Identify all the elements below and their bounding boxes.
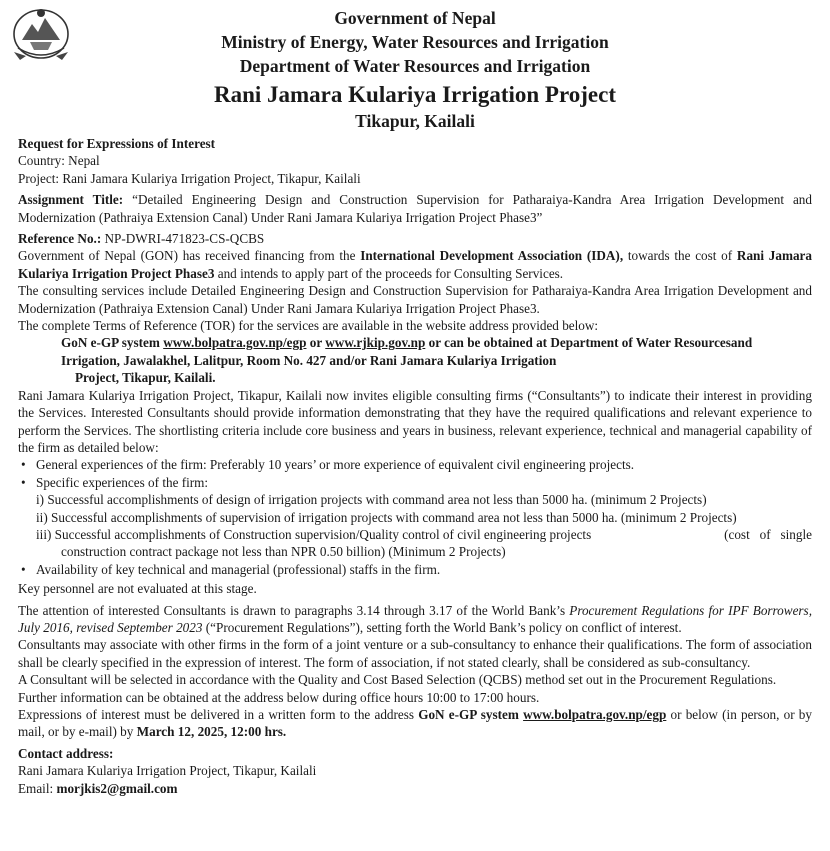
financing-text-3: and intends to apply part of the proceeds for Consulting Services.	[214, 265, 564, 281]
deliver-egp: GoN e-GP system	[418, 707, 524, 722]
project-line: Project: Rani Jamara Kulariya Irrigation Project, Tikapur, Kailali	[18, 170, 361, 186]
eoi-heading: Request for Expressions of Interest	[18, 136, 216, 151]
deadline: March 12, 2025, 12:00 hrs.	[136, 724, 287, 740]
ministry-line: Ministry of Energy, Water Resources and Irrigation	[221, 32, 609, 52]
spec-item-i: i) Successful accomplishments of design of irrigation projects with command area not less than 5000 ha. (minimum 2 Projects)	[36, 492, 707, 508]
project-location: Tikapur, Kailali	[355, 111, 475, 131]
financing-text-1: Government of Nepal (GON) has received financing from the	[18, 248, 361, 264]
country-line: Country: Nepal	[18, 153, 100, 169]
tor-paragraph: The complete Terms of Reference (TOR) for the services are available in the website address provided below:	[18, 318, 599, 334]
rjkip-link[interactable]: www.rjkip.gov.np	[325, 335, 426, 351]
criteria-list	[18, 456, 812, 491]
email-line	[18, 780, 812, 797]
deliver-text-2: or below (in person, or by mail, or by e-mail) by	[18, 707, 812, 740]
spec-item-ii: ii) Successful accomplishments of supervision of irrigation projects with command area not less than 5000 ha. (minimum 2 Projects)	[36, 509, 737, 525]
department-line: Department of Water Resources and Irrigation	[239, 56, 591, 76]
financing-ida: International Development Association (IDA),	[360, 248, 624, 264]
key-personnel-line: Key personnel are not evaluated at this stage.	[18, 581, 257, 597]
reference-value: NP-DWRI-471823-CS-QCBS	[101, 231, 265, 247]
selection-paragraph: A Consultant will be selected in accordance with the Quality and Cost Based Selection (QCBS) method set out in the Procurement Regulations.	[18, 672, 777, 688]
contact-line: Rani Jamara Kulariya Irrigation Project, Tikapur, Kailali	[18, 763, 317, 779]
tor-addr-1: GoN e-GP system	[61, 335, 164, 351]
financing-text-2: towards the cost of	[623, 248, 737, 264]
gov-line: Government of Nepal	[334, 8, 496, 28]
list-item: • Availability of key technical and managerial (professional) staffs in the firm.	[18, 561, 812, 578]
attention-paragraph	[18, 602, 812, 637]
attention-text-2: (“Procurement Regulations”), setting forth the World Bank’s policy on conflict of interest.	[202, 619, 682, 635]
contact-heading: Contact address:	[18, 745, 114, 761]
criteria-list-2	[18, 561, 812, 578]
spec-iii-continuation: construction contract package not less than NPR 0.50 billion) (Minimum 2 Projects)	[61, 544, 506, 560]
spec-item-iii	[18, 526, 812, 543]
list-item: • Specific experiences of the firm:	[18, 474, 812, 491]
assignment-text: “Detailed Engineering Design and Construction Supervision for Patharaiya-Kandra Area Irrigation Development and Modernization (Pathraiya Extension Canal) Under Rani Jamara Kulariya Irrigation Project Phase3”	[18, 192, 812, 225]
deliver-paragraph	[18, 706, 812, 741]
spec-iii-cost: (cost of single	[724, 526, 812, 542]
invite-paragraph: Rani Jamara Kulariya Irrigation Project, Tikapur, Kailali now invites eligible consulting firms (“Consultants”) to indicate their interest in providing the Services. Interested Consultants should provide information demonstrating that they have the required qualifications and relevant experience to perform the Services. The shortlisting criteria include core business and years in business, relevant experience, technical and managerial capability of the firm as detailed below:	[18, 387, 812, 455]
associate-paragraph: Consultants may associate with other firms in the form of a joint venture or a sub-consultancy to enhance their qualifications. The form of association shall be clearly specified in the expression of interest. The form of association, if not stated clearly, shall be considered as sub-consultancy.	[18, 637, 812, 670]
list-item: • General experiences of the firm: Preferably 10 years’ or more experience of equivalent civil engineering projects.	[18, 456, 812, 473]
bolpatra-link[interactable]: www.bolpatra.gov.np/egp	[163, 335, 307, 351]
attention-regulations: Procurement Regulations for IPF Borrowers, July 2016, revised September 2023	[18, 602, 812, 635]
header	[0, 6, 830, 131]
assignment-title	[18, 191, 812, 226]
notice-body	[18, 135, 812, 797]
deliver-link[interactable]: www.bolpatra.gov.np/egp	[523, 707, 667, 722]
services-paragraph: The consulting services include Detailed Engineering Design and Construction Supervision for Patharaiya-Kandra Area Irrigation Development and Modernization (Pathraiya Extension Canal) Under Rani Jamara Kulariya Irrigation Project Phase3.	[18, 283, 812, 316]
tor-address	[18, 334, 812, 369]
email-link[interactable]: morjkis2@gmail.com	[56, 780, 178, 796]
reference-label: Reference No.:	[18, 231, 102, 247]
project-title: Rani Jamara Kulariya Irrigation Project	[213, 82, 616, 107]
spec-iii-text: iii) Successful accomplishments of Construction supervision/Quality control of civil engineering projects	[36, 526, 592, 542]
further-info-line: Further information can be obtained at the address below during office hours 10:00 to 17:00 hours.	[18, 689, 540, 705]
financing-project: Rani Jamara Kulariya Irrigation Project Phase3	[18, 248, 812, 281]
tor-addr-2: or	[306, 335, 326, 351]
reference-line	[18, 230, 812, 247]
tor-addr-3: or can be obtained at Department of Water Resourcesand Irrigation, Jawalakhel, Lalitpur, Room No. 427 and/or Rani Jamara Kulariya Irrigation	[61, 335, 753, 368]
tor-address-end: Project, Tikapur, Kailali.	[75, 370, 216, 386]
email-label: Email:	[18, 780, 57, 796]
financing-paragraph	[18, 247, 812, 282]
assignment-label: Assignment Title:	[18, 192, 124, 208]
deliver-text-1: Expressions of interest must be delivered in a written form to the address	[18, 707, 419, 722]
attention-text-1: The attention of interested Consultants is drawn to paragraphs 3.14 through 3.17 of the World Bank’s	[18, 602, 570, 618]
